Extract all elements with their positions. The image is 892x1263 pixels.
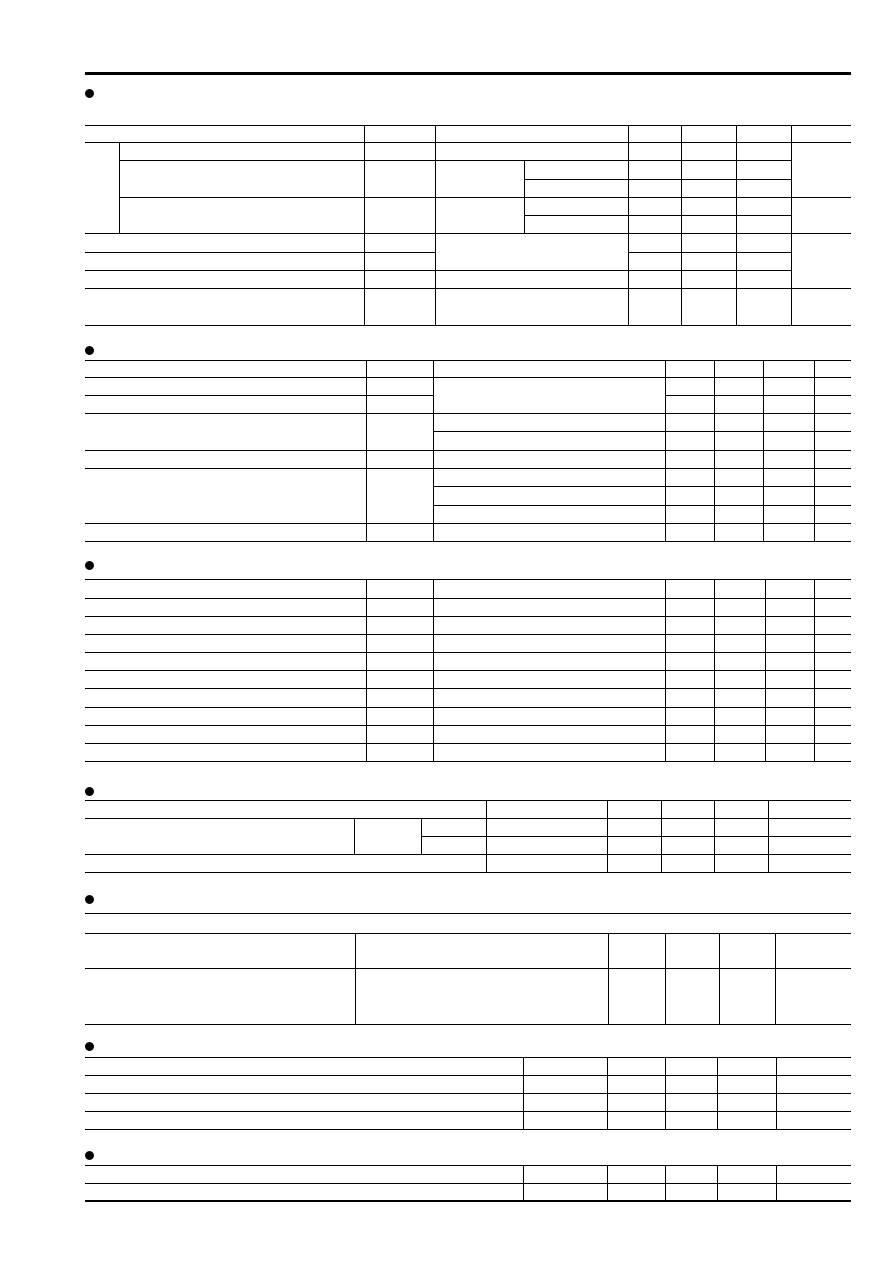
section-5-table (85, 914, 851, 1025)
bottom-rule (85, 1200, 851, 1202)
section-6-table (85, 1057, 851, 1130)
section-4-table (85, 800, 851, 873)
section-2-table (85, 360, 851, 542)
section-7-table (85, 1165, 851, 1200)
section-3-table (85, 579, 851, 762)
section-1-table (85, 125, 851, 326)
